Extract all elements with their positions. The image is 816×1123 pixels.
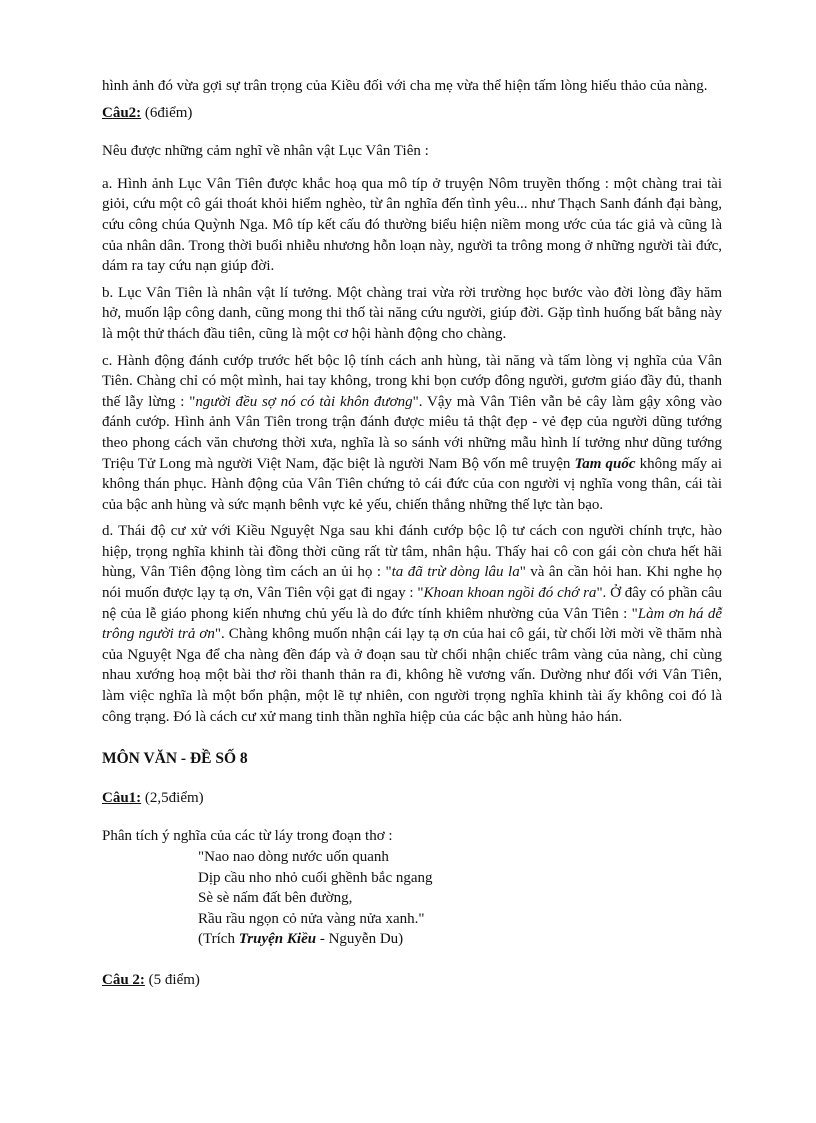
question-label: Câu2: bbox=[102, 104, 142, 121]
text-run: ". Chàng không muốn nhận cái lạy tạ ơn của hai cô gái, từ chối lời mời về thăm nhà của Nguyệt Nga để cha nàng đền đáp và ở đoạn sau từ chối nhận chiếc trâm vàng của nàng, chỉ cùng nhau xướng hoạ một bài thơ rồi thanh thản ra đi, không hề vương vấn. Dường như đối với Vân Tiên, làm việc nghĩa là một bổn phận, một lẽ tự nhiên, con người trọng nghĩa khinh tài ấy không coi đó là công trạng. Đó là cách cư xử mang tinh thần nghĩa hiệp của các bậc anh hùng hảo hán. bbox=[102, 626, 723, 725]
quote: ta đã trừ dòng lâu la bbox=[391, 564, 520, 581]
quote: người đều sợ nó có tài khôn đương bbox=[195, 393, 413, 410]
quote: Khoan khoan ngồi đó chớ ra bbox=[423, 585, 597, 602]
question-1-prompt: Phân tích ý nghĩa của các từ láy trong đoạn thơ : bbox=[102, 828, 393, 845]
question-2-prev-heading bbox=[102, 103, 722, 124]
poem-line: Dịp cầu nho nhỏ cuối ghềnh bắc ngang bbox=[198, 869, 433, 886]
text-run: (Trích bbox=[198, 931, 239, 948]
text-run: ". Ở đây có phần câu nệ của lễ giáo phong kiến nhưng chủ yếu là do đức tính khiêm nhường của Vân Tiên : " bbox=[102, 585, 723, 622]
poem-block bbox=[198, 847, 722, 950]
text-run: d. Thái độ cư xử với Kiều Nguyệt Nga sau khi đánh cướp bộc lộ tư cách con người chính trực, hào hiệp, trọng nghĩa khinh tài đồng thời cũng rất từ tâm, nhân hậu. Thấy hai cô con gái còn chưa hết hãi hùng, Vân Tiên động lòng tìm cách an ủi họ : " bbox=[102, 523, 722, 581]
question-points: (2,5điểm) bbox=[141, 789, 204, 806]
paragraph-a: a. Hình ảnh Lục Vân Tiên được khắc hoạ qua mô típ ở truyện Nôm truyền thống : một chàng trai tài giỏi, cứu một cô gái thoát khỏi hiểm nghèo, từ ân nghĩa đến tình yêu... như Thạch Sanh đánh đại bàng, cứu công chúa Quỳnh Nga. Mô típ kết cấu đó thường biểu hiện niềm mong ước của tác giả và cũng là của nhân dân. Trong thời buổi nhiễu nhương hỗn loạn này, người ta trông mong ở những người tài đức, dám ra tay cứu nạn giúp đời. bbox=[102, 175, 722, 275]
intro-paragraph: hình ảnh đó vừa gợi sự trân trọng của Kiều đối với cha mẹ vừa thể hiện tấm lòng hiếu thảo của nàng. bbox=[102, 78, 708, 94]
poem-citation bbox=[198, 929, 722, 950]
poem-line: Sè sè nấm đất bên đường, bbox=[198, 890, 353, 907]
question-label: Câu1: bbox=[102, 789, 142, 806]
text-run: không mấy ai không thán phục. Hành động của Vân Tiên chứng tỏ cái đức của con người vị nghĩa vong thân, cái tài của bậc anh hùng và sức mạnh bênh vực kẻ yếu, chiến thắng những thế lực tàn bạo. bbox=[102, 455, 723, 513]
question-points: (5 điểm) bbox=[144, 971, 200, 988]
text-run: ". Vậy mà Vân Tiên vẫn bẻ cây làm gậy xông vào đánh cướp. Hình ảnh Vân Tiên trong trận đánh được miêu tả thật đẹp - vẻ đẹp của người dũng tướng theo phong cách văn chương thời xưa, nghĩa là so sánh với những mẫu hình lí tưởng như dũng tướng Triệu Tử Long mà người Việt Nam, đặc biệt là người Nam Bộ vốn mê truyện bbox=[102, 393, 722, 472]
question-points: (6điểm) bbox=[141, 104, 193, 121]
text-run: " và ân cần hỏi han. Khi nghe họ nói muốn được lạy tạ ơn, Vân Tiên vội gạt đi ngay : " bbox=[102, 564, 722, 602]
paragraph-d bbox=[102, 521, 722, 727]
section-title: MÔN VĂN - ĐỀ SỐ 8 bbox=[102, 750, 248, 768]
book-title: Truyện Kiều bbox=[238, 931, 317, 948]
poem-line: Rầu rầu ngọn cỏ nửa vàng nửa xanh." bbox=[198, 910, 425, 927]
document-page bbox=[102, 76, 722, 991]
quote: Làm ơn há dễ trông người trả ơn bbox=[102, 605, 722, 643]
question-2-prompt: Nêu được những cảm nghĩ về nhân vật Lục Vân Tiên : bbox=[102, 143, 429, 160]
paragraph-b: b. Lục Vân Tiên là nhân vật lí tưởng. Một chàng trai vừa rời trường học bước vào đời lòng đầy hăm hở, muốn lập công danh, cũng mong thi thố tài năng cứu người, giúp đời. Gặp tình huống bất bằng này là một thử thách đầu tiên, cũng là một cơ hội hành động cho chàng. bbox=[102, 284, 722, 342]
book-title: Tam quốc bbox=[574, 455, 636, 472]
question-2-heading bbox=[102, 970, 722, 991]
text-run: - Nguyễn Du) bbox=[316, 931, 404, 948]
question-label: Câu 2: bbox=[102, 971, 145, 988]
paragraph-c bbox=[102, 351, 722, 516]
question-1-heading bbox=[102, 788, 722, 809]
poem-line: "Nao nao dòng nước uốn quanh bbox=[198, 849, 389, 865]
text-run: c. Hành động đánh cướp trước hết bộc lộ tính cách anh hùng, tài năng và tấm lòng vị nghĩa của Vân Tiên. Chàng chỉ có một mình, hai tay không, trong khi bọn cướp đông người, gươm giáo đầy đủ, thanh thế lẫy lừng : " bbox=[102, 352, 722, 410]
